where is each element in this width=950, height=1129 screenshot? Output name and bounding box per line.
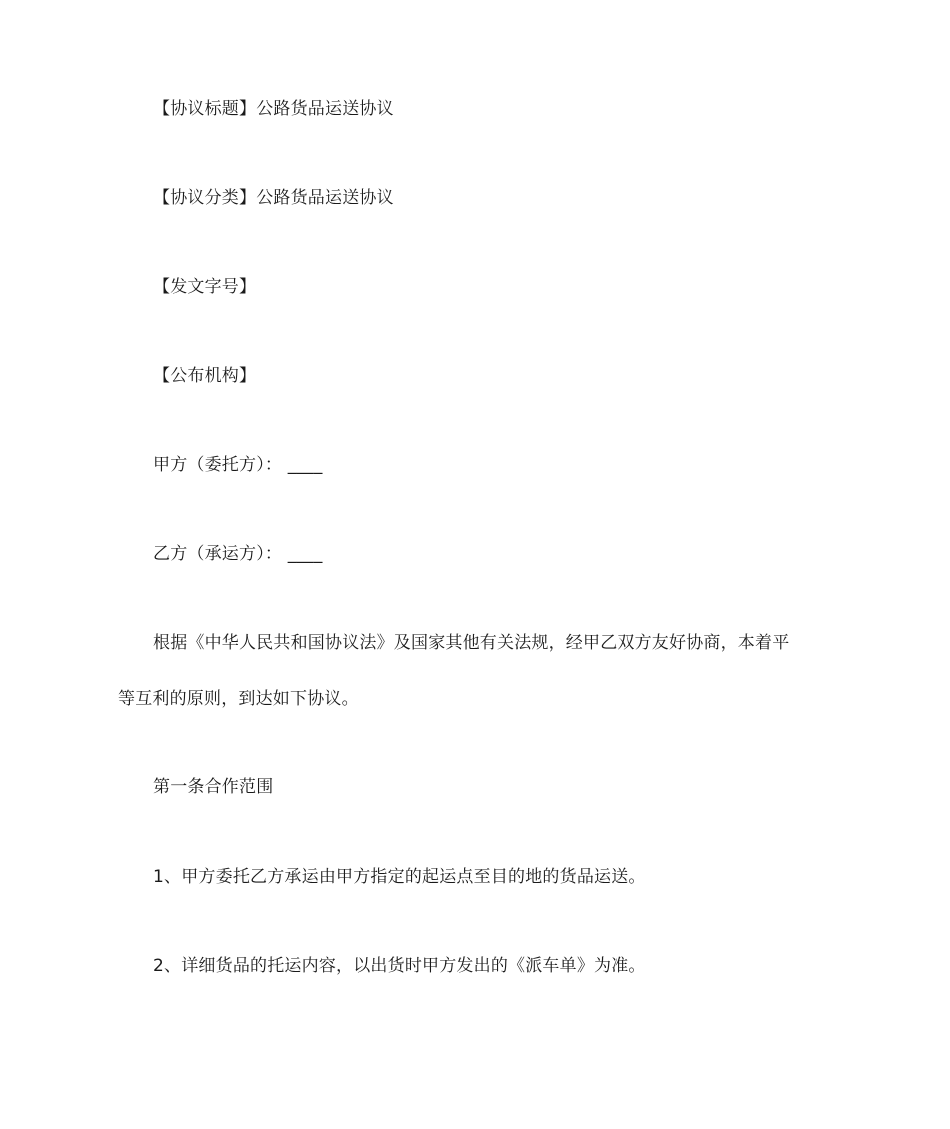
party-a-label: 甲方（委托方）： [153, 455, 283, 475]
agreement-title-line: 【协议标题】公路货品运送协议 [153, 99, 394, 119]
document-number-line: 【发文字号】 [153, 277, 257, 297]
party-b-line [153, 543, 323, 565]
party-a-line [153, 454, 323, 476]
preamble-line-2: 等互利的原则，到达如下协议。 [118, 689, 359, 709]
article-1-heading: 第一条合作范围 [153, 777, 274, 797]
party-b-blank: ____ [287, 544, 323, 564]
agreement-category-line: 【协议分类】公路货品运送协议 [153, 188, 394, 208]
party-b-label: 乙方（承运方）： [153, 544, 283, 564]
issuing-authority-line: 【公布机构】 [153, 366, 257, 386]
preamble-line-1: 根据《中华人民共和国协议法》及国家其他有关法规，经甲乙双方友好协商，本着平 [153, 633, 790, 653]
article-1-clause-2: 2、详细货品的托运内容，以出货时甲方发出的《派车单》为准。 [153, 956, 646, 976]
article-1-clause-1: 1、甲方委托乙方承运由甲方指定的起运点至目的地的货品运送。 [153, 867, 646, 887]
party-a-blank: ____ [287, 455, 323, 475]
